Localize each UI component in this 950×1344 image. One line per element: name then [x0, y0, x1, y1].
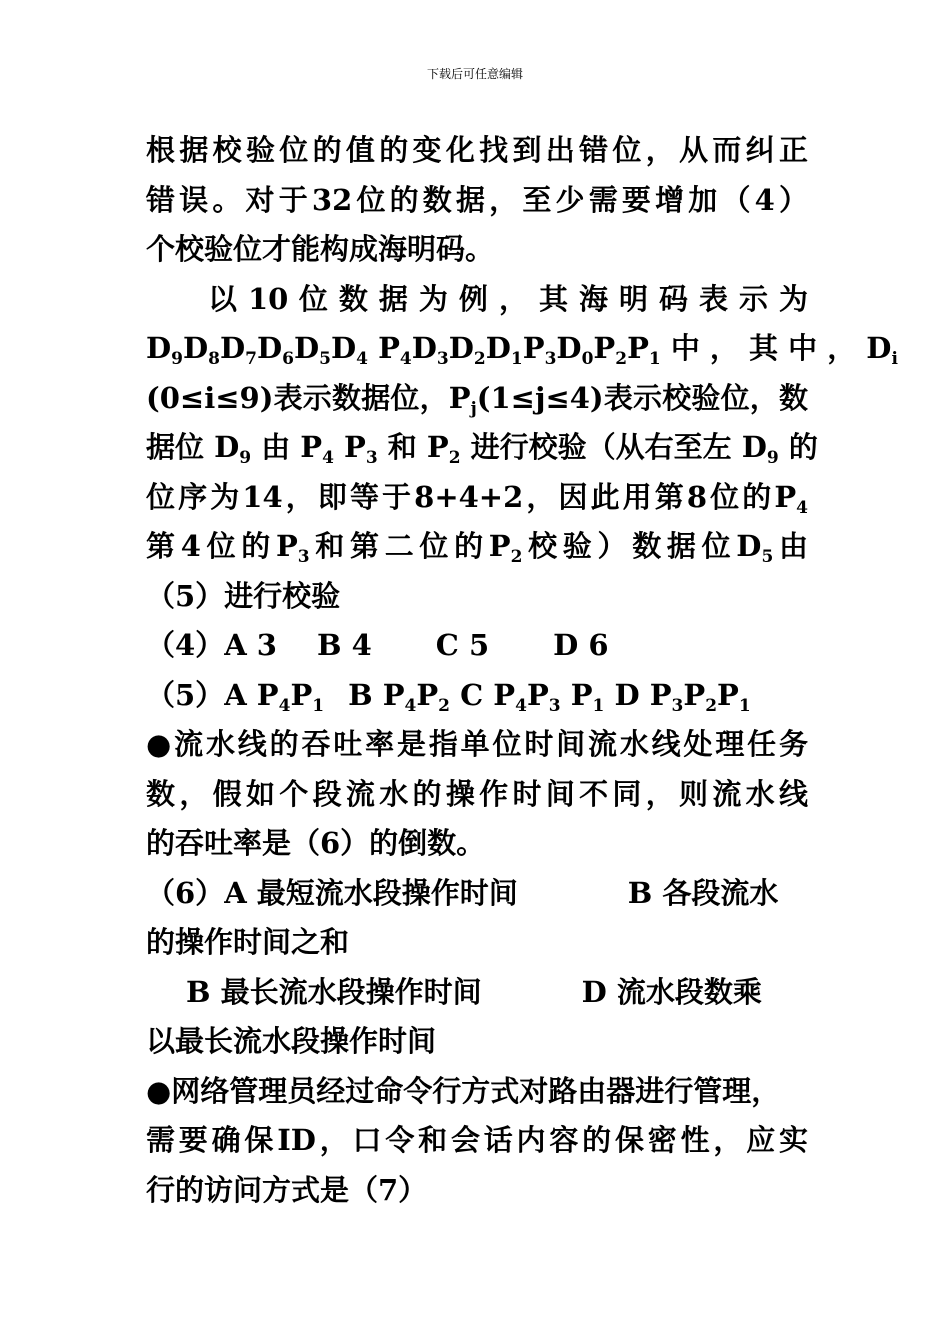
- text-line: 据位 $D_9$ 由 $P_4$ $P_3$ 和 $P_2$ 进行校验（从右至左 $D_9$ 的: [146, 430, 818, 468]
- text-line: 的吞吐率是（6）的倒数。: [146, 826, 486, 860]
- option-c: C 5: [435, 628, 490, 662]
- text-line: （5）进行校验: [146, 578, 341, 613]
- question-4-options: （4）A 3 B 4 C 5 D 6: [146, 628, 609, 662]
- option-b: B $P_4P_2$: [348, 677, 451, 716]
- option-a: A 3: [224, 628, 277, 662]
- question-6-options-row-1: （6）A 最短流水段操作时间 B 各段流水: [146, 875, 779, 910]
- option-d: D 流水段数乘: [581, 974, 762, 1009]
- option-c: C $P_4P_3$ $P_1$: [460, 677, 605, 716]
- option-a: A 最短流水段操作时间: [224, 875, 518, 910]
- text-line: 以最长流水段操作时间: [146, 1024, 437, 1058]
- text-line: (0≤i≤9)表示数据位，$P_j(1\le j\le 4)$表示校验位，数: [146, 380, 808, 419]
- page-header: 下载后可任意编辑: [426, 67, 523, 81]
- text-line: 数，假如个段流水的操作时间不同，则流水线: [146, 776, 808, 811]
- text-line: 的操作时间之和: [146, 925, 350, 959]
- text-line: ●网络管理员经过命令行方式对路由器进行管理，: [146, 1073, 781, 1108]
- option-b: B 各段流水: [627, 875, 779, 910]
- text-line: 行的访问方式是（7）: [146, 1172, 428, 1207]
- question-6-options-row-2: [146, 968, 808, 1018]
- text-line: 位序为14，即等于8+4+2，因此用第8位的$P_4$: [146, 479, 808, 518]
- option-c: B 最长流水段操作时间: [186, 974, 482, 1009]
- option-d: D $P_3P_2P_1$: [614, 677, 751, 716]
- text-line: 根据校验位的值的变化找到出错位，从而纠正: [146, 133, 808, 167]
- text-line: 个校验位才能构成海明码。: [146, 232, 495, 266]
- text-line: 错误。对于32位的数据，至少需要增加（4）: [146, 182, 808, 217]
- option-a: A $P_4P_1$: [224, 677, 325, 716]
- document-body: [146, 126, 898, 1215]
- text-line: 第4位的$P_3$和第二位的$P_2$校验）数据位$D_5$由: [146, 529, 808, 567]
- option-b: B 4: [316, 628, 372, 662]
- hamming-code-line: $D_9D_8D_7D_6D_5D_4$ $P_4D_3D_2D_1P_3D_0P_2P_1$ 中 ， 其 中 ， $D_i$: [146, 331, 898, 369]
- option-d: D 6: [553, 628, 609, 662]
- text-line: 以 10 位 数 据 为 例 ， 其 海 明 码 表 示 为: [208, 281, 808, 316]
- text-line: 需要确保ID，口令和会话内容的保密性，应实: [146, 1123, 808, 1157]
- question-5-options: （5）A $P_4P_1$ B $P_4P_2$ C $P_4P_3$ $P_1$ D $P_3P_2P_1$: [146, 677, 751, 716]
- text-line: ●流水线的吞吐率是指单位时间流水线处理任务: [146, 727, 808, 761]
